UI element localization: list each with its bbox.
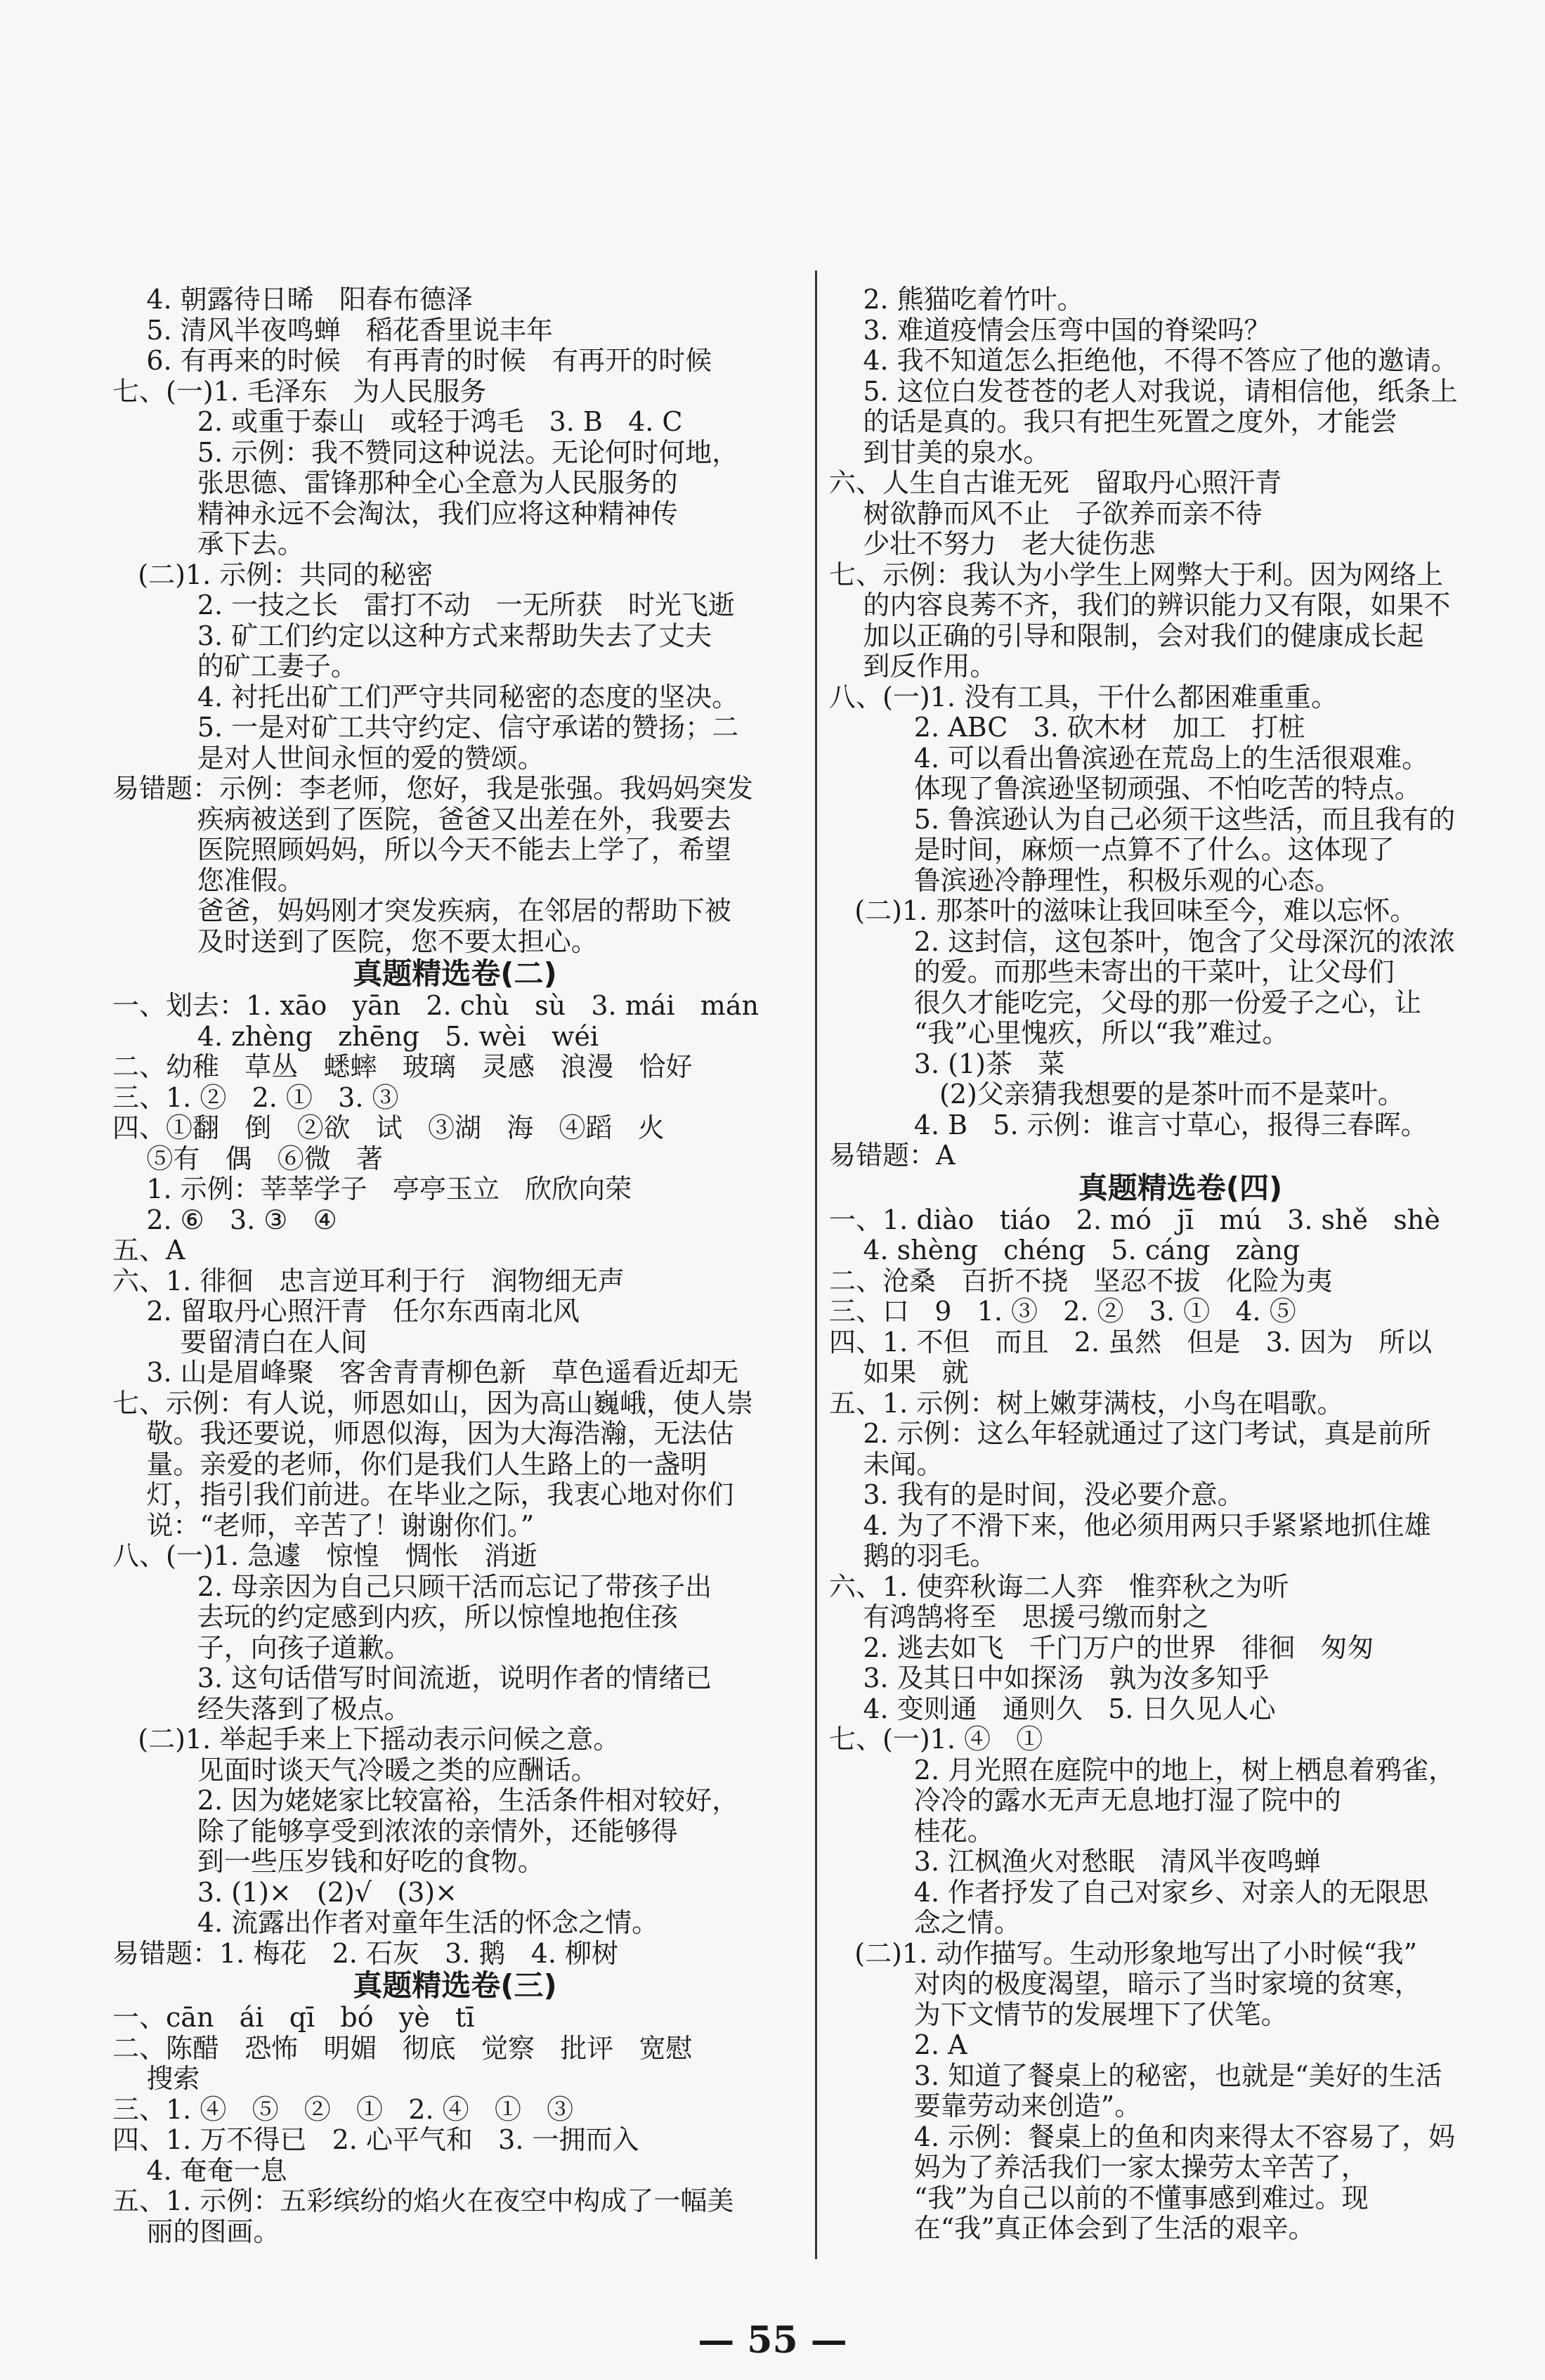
answer-line: 及时送到了医院，您不要太担心。 <box>112 925 598 957</box>
answer-line: 2. 一技之长 雷打不动 一无所获 时光飞逝 <box>112 590 735 620</box>
answer-line: 七、示例：我认为小学生上网弊大于利。因为网络上 <box>829 559 1444 590</box>
section-title: 真题精选卷(三) <box>353 1968 557 2003</box>
answer-line: 3. 江枫渔火对愁眠 清风半夜鸣蝉 <box>829 1846 1321 1877</box>
answer-line: 5. 这位白发苍苍的老人对我说，请相信他，纸条上 <box>829 375 1458 407</box>
answer-line: 经失落到了极点。 <box>112 1693 411 1724</box>
answer-line: 6. 有再来的时候 有再青的时候 有再开的时候 <box>112 345 712 376</box>
column-divider <box>815 271 817 2259</box>
answer-line: 到一些压岁钱和好吃的食物。 <box>112 1846 545 1877</box>
answer-line: 4. 衬托出矿工们严守共同秘密的态度的坚决。 <box>112 681 739 713</box>
answer-line: 疾病被送到了医院，爸爸又出差在外，我要去 <box>112 803 731 835</box>
answer-line: 七、示例：有人说，师恩如山，因为高山巍峨，使人崇 <box>112 1387 754 1419</box>
answer-line: 的话是真的。我只有把生死置之度外，才能尝 <box>829 406 1397 437</box>
answer-line: 3. 山是眉峰聚 客舍青青柳色新 草色遥看近却无 <box>112 1357 739 1388</box>
answer-line: “我”心里愧疚，所以“我”难过。 <box>829 1017 1289 1048</box>
answer-line: 五、1. 示例：树上嫩芽满枝，小鸟在唱歌。 <box>829 1387 1344 1419</box>
answer-line: 说：“老师，辛苦了！谢谢你们。” <box>112 1509 535 1541</box>
answer-line: 七、(一)1. 毛泽东 为人民服务 <box>112 375 487 407</box>
answer-line: (二)1. 举起手来上下摇动表示问候之意。 <box>112 1724 620 1755</box>
answer-line: 对肉的极度渴望，暗示了当时家境的贫寒， <box>829 1968 1421 1999</box>
answer-line: 的内容良莠不齐，我们的辨识能力又有限，如果不 <box>829 590 1451 620</box>
answer-line: 是对人世间永恒的爱的赞颂。 <box>112 742 545 774</box>
answer-line: 敬。我还要说，师恩似海，因为大海浩瀚，无法估 <box>112 1418 734 1449</box>
answer-line: 念之情。 <box>829 1907 1021 1938</box>
answer-line: 四、1. 万不得已 2. 心平气和 3. 一拥而入 <box>112 2124 639 2155</box>
answer-line: 六、1. 使弈秋诲二人弈 惟弈秋之为听 <box>829 1571 1289 1602</box>
answer-line: 树欲静而风不止 子欲养而亲不待 <box>829 498 1263 529</box>
answer-line: 八、(一)1. 没有工具，干什么都困难重重。 <box>829 681 1338 713</box>
answer-line: 五、A <box>112 1235 185 1266</box>
answer-line: 有鸿鹄将至 思援弓缴而射之 <box>829 1601 1209 1632</box>
answer-line: 2. 月光照在庭院中的地上，树上栖息着鸦雀， <box>829 1754 1456 1786</box>
answer-line: 在“我”真正体会到了生活的艰辛。 <box>829 2213 1315 2244</box>
answer-line: 六、1. 徘徊 忠言逆耳利于行 润物细无声 <box>112 1265 625 1296</box>
answer-line: 2. ⑥ 3. ③ ④ <box>112 1204 337 1235</box>
answer-line: 三、口 9 1. ③ 2. ② 3. ① 4. ⑤ <box>829 1296 1296 1327</box>
answer-line: 医院照顾妈妈，所以今天不能去上学了，希望 <box>112 834 731 865</box>
answer-line: 丽的图画。 <box>112 2216 280 2247</box>
answer-line: 子，向孩子道歉。 <box>112 1632 411 1663</box>
answer-line: 四、1. 不但 而且 2. 虽然 但是 3. 因为 所以 <box>829 1326 1433 1358</box>
answer-line: 很久才能吃完，父母的那一份爱子之心，让 <box>829 987 1421 1018</box>
answer-line: 4. 奄奄一息 <box>112 2154 287 2186</box>
answer-line: (2)父亲猜我想要的是茶叶而不是菜叶。 <box>829 1079 1404 1110</box>
answer-line: 要靠劳动来创造”。 <box>829 2090 1142 2121</box>
answer-line: 四、①翻 倒 ②欲 试 ③湖 海 ④蹈 火 <box>112 1112 665 1143</box>
answer-line: 4. 我不知道怎么拒绝他，不得不答应了他的邀请。 <box>829 345 1458 376</box>
answer-line: 4. 流露出作者对童年生活的怀念之情。 <box>112 1907 659 1938</box>
answer-line: 加以正确的引导和限制，会对我们的健康成长起 <box>829 620 1424 651</box>
answer-line: 承下去。 <box>112 528 304 559</box>
answer-line: 体现了鲁滨逊坚韧顽强、不怕吃苦的特点。 <box>829 773 1421 804</box>
answer-line: 4. zhèng zhēng 5. wèi wéi <box>112 1020 599 1052</box>
answer-line: 4. 作者抒发了自己对家乡、对亲人的无限思 <box>829 1876 1429 1908</box>
answer-line: 1. 示例：莘莘学子 亭亭玉立 欣欣向荣 <box>112 1173 632 1204</box>
answer-line: 2. ABC 3. 砍木材 加工 打桩 <box>829 712 1305 743</box>
answer-line: 七、(一)1. ④ ① <box>829 1724 1043 1755</box>
answer-line: 3. 知道了餐桌上的秘密，也就是“美好的生活 <box>829 2060 1442 2091</box>
answer-line: 是时间，麻烦一点算不了什么。这体现了 <box>829 834 1395 865</box>
answer-line: 4. 可以看出鲁滨逊在荒岛上的生活很艰难。 <box>829 742 1429 774</box>
answer-line: 五、1. 示例：五彩缤纷的焰火在夜空中构成了一幅美 <box>112 2185 734 2216</box>
answer-line: 3. 难道疫情会压弯中国的脊梁吗？ <box>829 314 1271 346</box>
answer-line: 三、1. ④ ⑤ ② ① 2. ④ ① ③ <box>112 2093 574 2125</box>
answer-line: 一、1. diào tiáo 2. mó jī mú 3. shě shè <box>829 1204 1440 1235</box>
answer-line: 为下文情节的发展埋下了伏笔。 <box>829 1998 1288 2030</box>
answer-line: 2. 母亲因为自己只顾干活而忘记了带孩子出 <box>112 1571 712 1602</box>
answer-line: 易错题：A <box>829 1140 956 1171</box>
answer-line: 3. 我有的是时间，没必要介意。 <box>829 1479 1244 1510</box>
answer-line: 4. 朝露待日晞 阳春布德泽 <box>112 284 473 315</box>
answer-line: 桂花。 <box>829 1815 994 1847</box>
answer-line: 灯，指引我们前进。在毕业之际，我衷心地对你们 <box>112 1479 734 1510</box>
answer-line: 如果 就 <box>829 1357 969 1388</box>
answer-line: 鹅的羽毛。 <box>829 1540 997 1571</box>
answer-line: 冷冷的露水无声无息地打湿了院中的 <box>829 1785 1341 1816</box>
answer-line: 一、cān ái qī bó yè tī <box>112 2002 475 2033</box>
answer-line: 未闻。 <box>829 1448 944 1480</box>
answer-line: 到反作用。 <box>829 651 997 682</box>
section-title: 真题精选卷(四) <box>1078 1170 1283 1205</box>
answer-line: 2. 留取丹心照汗青 任尔东西南北风 <box>112 1296 580 1327</box>
answer-line: 4. 变则通 通则久 5. 日久见人心 <box>829 1693 1276 1724</box>
right-column <box>829 285 1532 2244</box>
answer-line: 六、人生自古谁无死 留取丹心照汗青 <box>829 467 1282 498</box>
answer-line: 易错题：1. 梅花 2. 石灰 3. 鹅 4. 柳树 <box>112 1937 619 1969</box>
answer-line: 4. 为了不滑下来，他必须用两只手紧紧地抓住雄 <box>829 1509 1431 1541</box>
answer-line: 到甘美的泉水。 <box>829 436 1050 468</box>
answer-line: ⑤有 偶 ⑥微 著 <box>112 1143 384 1174</box>
answer-line: 一、划去：1. xāo yān 2. chù sù 3. mái mán <box>112 990 759 1021</box>
answer-line: 爸爸，妈妈刚才突发疾病，在邻居的帮助下被 <box>112 895 731 926</box>
answer-line: 5. 示例：我不赞同这种说法。无论何时何地， <box>112 436 739 468</box>
answer-line: 三、1. ② 2. ① 3. ③ <box>112 1081 399 1113</box>
answer-line: 的爱。而那些未寄出的干菜叶，让父母们 <box>829 956 1395 987</box>
answer-line: 3. 及其日中如探汤 孰为汝多知乎 <box>829 1663 1270 1693</box>
answer-line: 3. 这句话借写时间流逝，说明作者的情绪已 <box>112 1663 712 1693</box>
answer-line: 去玩的约定感到内疚，所以惊惶地抱住孩 <box>112 1601 678 1632</box>
answer-line: 精神永远不会淘汰，我们应将这种精神传 <box>112 498 678 529</box>
answer-line: (二)1. 动作描写。生动形象地写出了小时候“我” <box>829 1937 1418 1969</box>
answer-line: 少壮不努力 老大徒伤悲 <box>829 528 1156 559</box>
answer-line: 2. 或重于泰山 或轻于鸿毛 3. B 4. C <box>112 406 683 437</box>
answer-line: 3. (1)× (2)√ (3)× <box>112 1876 457 1908</box>
page-number: — 55 — <box>698 2319 847 2362</box>
answer-line: 4. 示例：餐桌上的鱼和肉来得太不容易了，妈 <box>829 2121 1456 2152</box>
answer-line: 张思德、雷锋那种全心全意为人民服务的 <box>112 467 678 498</box>
answer-line: 5. 清风半夜鸣蝉 稻花香里说丰年 <box>112 314 553 346</box>
answer-line: 鲁滨逊冷静理性，积极乐观的心态。 <box>829 864 1341 896</box>
answer-line: 2. 熊猫吃着竹叶。 <box>829 284 1084 315</box>
answer-line: 3. (1)茶 菜 <box>829 1048 1065 1079</box>
answer-line: 要留清白在人间 <box>112 1326 367 1358</box>
answer-line: 2. 因为姥姥家比较富裕，生活条件相对较好， <box>112 1785 739 1816</box>
answer-line: 除了能够享受到浓浓的亲情外，还能够得 <box>112 1815 678 1847</box>
answer-line: 量。亲爱的老师，你们是我们人生路上的一盏明 <box>112 1448 708 1480</box>
section-title: 真题精选卷(二) <box>353 956 557 991</box>
answer-line: 您准假。 <box>112 864 304 896</box>
answer-line: 4. B 5. 示例：谁言寸草心，报得三春晖。 <box>829 1109 1428 1140</box>
answer-line: 的矿工妻子。 <box>112 651 358 682</box>
answer-line: (二)1. 示例：共同的秘密 <box>112 559 433 590</box>
left-column <box>112 285 797 2247</box>
answer-line: 2. 逃去如飞 千门万户的世界 徘徊 匆匆 <box>829 1632 1374 1663</box>
answer-line: (二)1. 那茶叶的滋味让我回味至今，难以忘怀。 <box>829 895 1417 926</box>
answer-line: 易错题：示例：李老师，您好，我是张强。我妈妈突发 <box>112 773 754 804</box>
answer-line: 2. 示例：这么年轻就通过了这门考试，真是前所 <box>829 1418 1431 1449</box>
answer-line: 3. 矿工们约定以这种方式来帮助失去了丈夫 <box>112 620 712 651</box>
answer-line: 5. 鲁滨逊认为自己必须干这些活，而且我有的 <box>829 803 1456 835</box>
answer-line: 八、(一)1. 急遽 惊惶 惆怅 消逝 <box>112 1540 537 1571</box>
answer-line: 4. shèng chéng 5. cáng zàng <box>829 1235 1300 1266</box>
answer-line: 5. 一是对矿工共守约定、信守承诺的赞扬；二 <box>112 712 739 743</box>
answer-line: “我”为自己以前的不懂事感到难过。现 <box>829 2182 1369 2213</box>
answer-line: 2. 这封信，这包茶叶，饱含了父母深沉的浓浓 <box>829 925 1456 957</box>
answer-line: 妈为了养活我们一家太操劳太辛苦了， <box>829 2152 1368 2183</box>
answer-line: 二、沧桑 百折不挠 坚忍不拔 化险为夷 <box>829 1265 1333 1296</box>
answer-line: 二、陈醋 恐怖 明媚 彻底 觉察 批评 宽慰 <box>112 2032 693 2064</box>
answer-line: 搜索 <box>112 2063 200 2094</box>
answer-line: 见面时谈天气冷暖之类的应酬话。 <box>112 1754 598 1786</box>
answer-line: 二、幼稚 草丛 蟋蟀 玻璃 灵感 浪漫 恰好 <box>112 1051 693 1082</box>
answer-line: 2. A <box>829 2029 967 2060</box>
